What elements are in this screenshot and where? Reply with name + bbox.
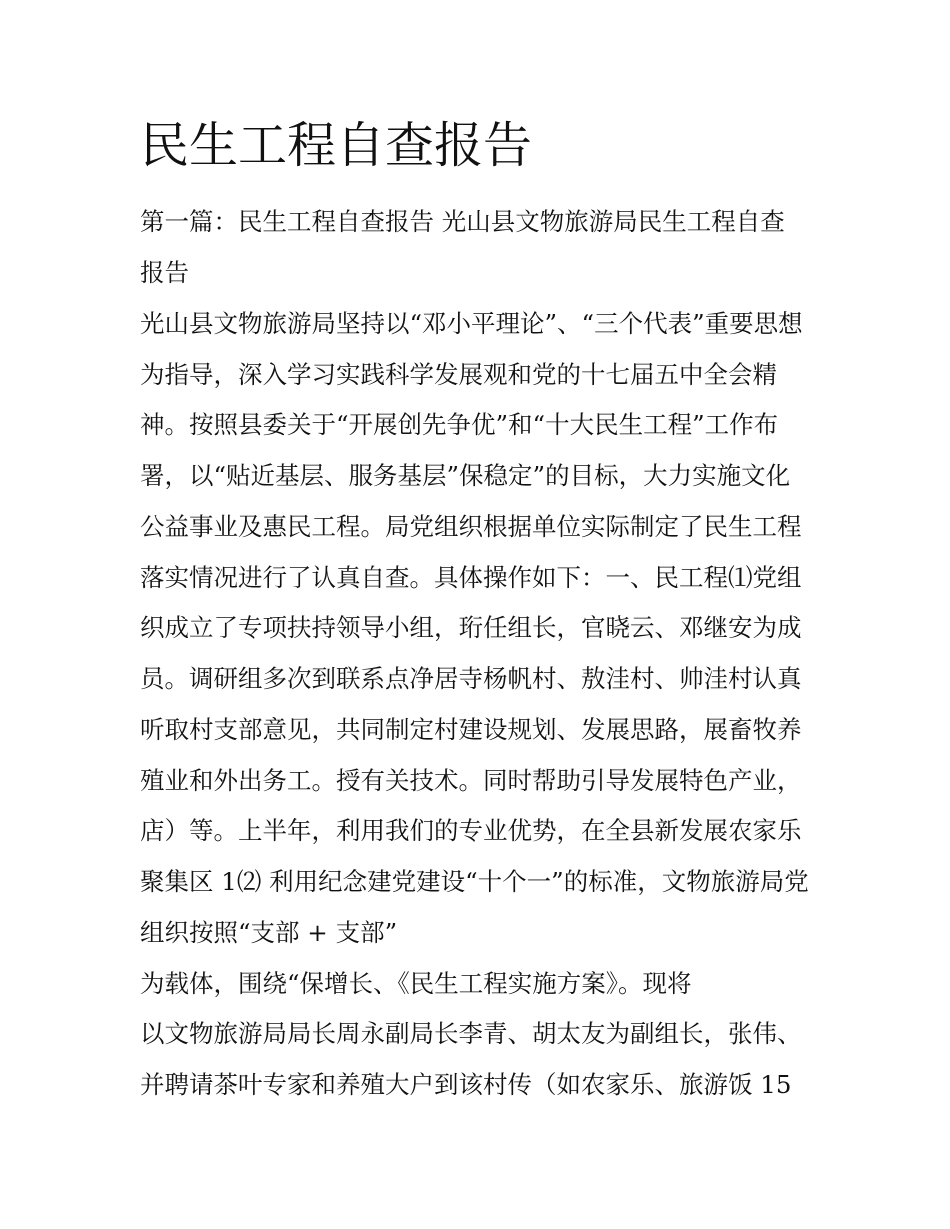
text-line: 署，以“贴近基层、服务基层”保稳定”的目标，大力实施文化 — [140, 461, 791, 490]
document-title: 民生工程自查报告 — [140, 117, 533, 174]
text-line: 神。按照县委关于“开展创先争优”和“十大民生工程”工作布 — [140, 410, 779, 439]
text-line: 组织按照“支部 + 支部” — [140, 918, 398, 947]
text-line: 听取村支部意见，共同制定村建设规划、发展思路，展畜牧养 — [140, 715, 802, 744]
text-line: 公益事业及惠民工程。局党组织根据单位实际制定了民生工程 — [140, 512, 802, 541]
text-line: 聚集区 1⑵ 利用纪念建党建设“十个一”的标准，文物旅游局党 — [140, 867, 809, 896]
text-line: 光山县文物旅游局坚持以“邓小平理论”、“三个代表”重要思想 — [140, 309, 803, 338]
text-line: 报告 — [140, 258, 189, 287]
text-line: 落实情况进行了认真自查。具体操作如下：一、民工程⑴党组 — [140, 563, 802, 592]
text-line: 为指导，深入学习实践科学发展观和党的十七届五中全会精 — [140, 360, 777, 389]
text-line: 以文物旅游局局长周永副局长李青、胡太友为副组长，张伟、 — [140, 1019, 802, 1048]
text-line: 为载体，围绕“保增长、《民生工程实施方案》。现将 — [140, 969, 692, 998]
text-line: 殖业和外出务工。授有关技术。同时帮助引导发展特色产业， — [140, 766, 802, 795]
text-line: 织成立了专项扶持领导小组，珩任组长，官晓云、邓继安为成 — [140, 613, 802, 642]
text-line: 店）等。上半年，利用我们的专业优势，在全县新发展农家乐 — [140, 816, 802, 845]
text-line: 并聘请茶叶专家和养殖大户到该村传（如农家乐、旅游饭 15 — [140, 1070, 792, 1099]
text-line: 第一篇：民生工程自查报告 光山县文物旅游局民生工程自查 — [140, 207, 785, 236]
text-line: 员。调研组多次到联系点净居寺杨帆村、敖洼村、帅洼村认真 — [140, 664, 802, 693]
